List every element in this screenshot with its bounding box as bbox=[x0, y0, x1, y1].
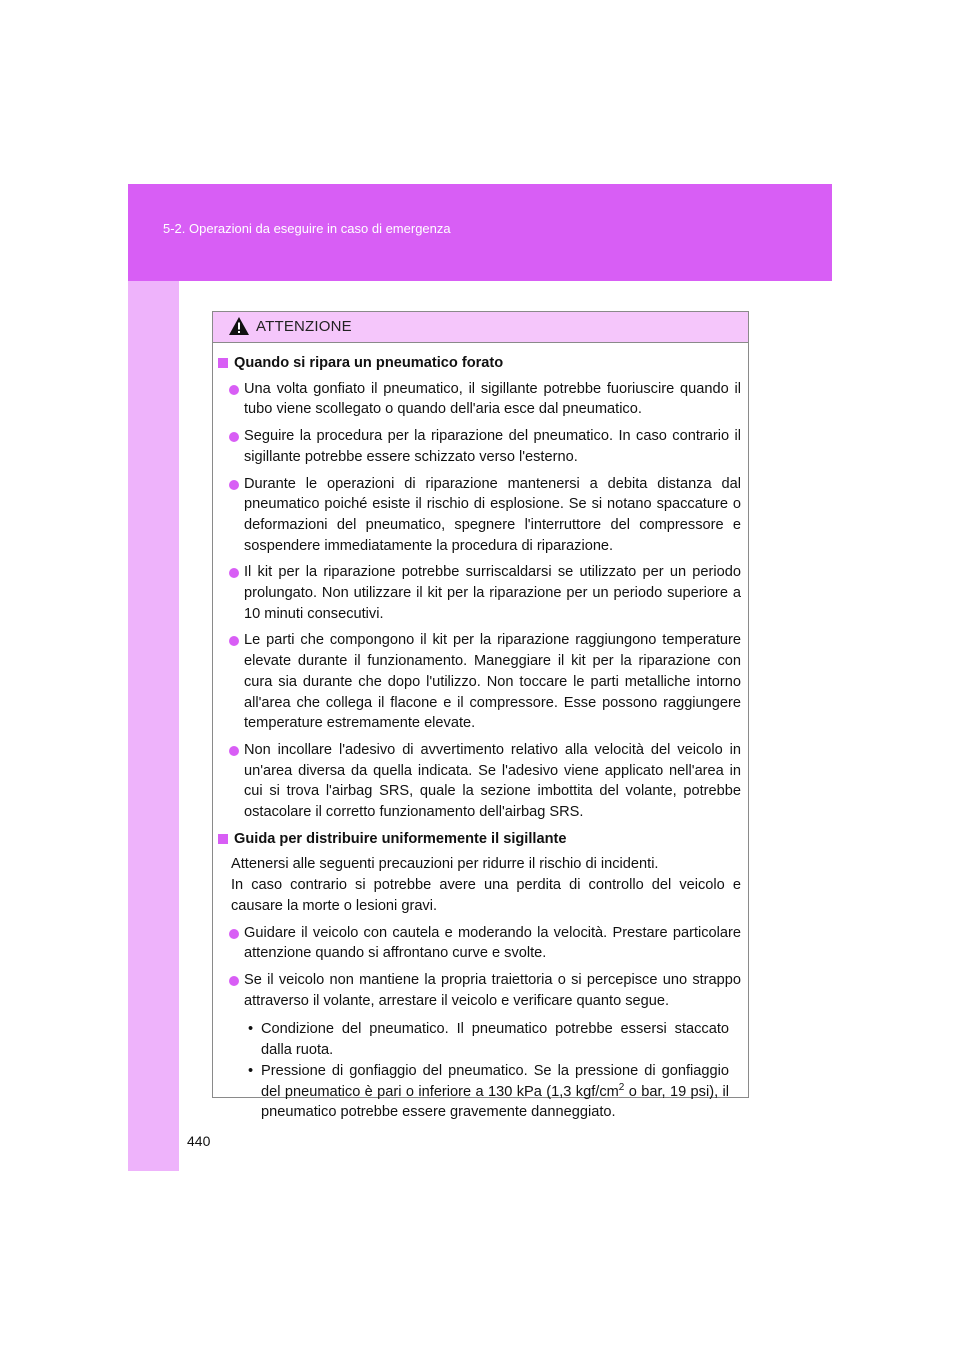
warning-box bbox=[212, 311, 749, 1121]
circle-bullet-icon bbox=[229, 929, 239, 939]
list-item: Durante le operazioni di riparazione mantenersi a debita distanza dal pneumatico poiché esiste il rischio di esplosione. Se si notano spaccature o deformazioni del pneumatico, spegnere l'interruttore del compressore e sospendere immediatamente la procedura di riparazione. bbox=[218, 474, 741, 557]
list-item: Se il veicolo non mantiene la propria traiettoria o si percepisce uno strappo attraverso il volante, arrestare il veicolo e verificare quanto segue. bbox=[218, 970, 741, 1011]
circle-bullet-icon bbox=[229, 385, 239, 395]
section-heading: Quando si ripara un pneumatico forato bbox=[218, 353, 741, 374]
section-heading: Guida per distribuire uniformemente il sigillante bbox=[218, 829, 741, 850]
intro-text: In caso contrario si potrebbe avere una perdita di controllo del veicolo e causare la morte o lesioni gravi. bbox=[231, 877, 741, 914]
sub-list-item: • Condizione del pneumatico. Il pneumatico potrebbe essersi staccato dalla ruota. bbox=[248, 1021, 729, 1059]
sub-bullet-mark: • bbox=[248, 1021, 254, 1038]
intro-text: Attenersi alle seguenti precauzioni per ridurre il rischio di incidenti. bbox=[231, 856, 659, 873]
warning-header bbox=[213, 312, 748, 343]
circle-bullet-icon bbox=[229, 432, 239, 442]
circle-bullet-icon bbox=[229, 976, 239, 986]
list-item: Seguire la procedura per la riparazione del pneumatico. In caso contrario il sigillante potrebbe essere schizzato verso l'esterno. bbox=[218, 426, 741, 467]
sub-list-item: • Pressione di gonfiaggio del pneumatico. Se la pressione di gonfiaggio del pneumatico è pari o inferiore a 130 kPa (1,3 kgf/$cm^2$ o bar, 19 psi), il pneumatico potrebbe essere gravemente danneggiato. bbox=[248, 1062, 729, 1121]
list-item: Guidare il veicolo con cautela e moderando la velocità. Prestare particolare attenzione quando si affrontano curve e svolte. bbox=[218, 923, 741, 964]
circle-bullet-icon bbox=[229, 746, 239, 756]
circle-bullet-icon bbox=[229, 568, 239, 578]
warning-triangle-icon bbox=[228, 316, 250, 341]
square-bullet-icon bbox=[218, 358, 228, 368]
side-strip bbox=[128, 281, 179, 1171]
warning-body bbox=[213, 343, 748, 1123]
sub-bullet-mark: • bbox=[248, 1062, 254, 1079]
list-item: Non incollare l'adesivo di avvertimento relativo alla velocità del veicolo in un'area diversa da quella indicata. Se l'adesivo viene applicato nell'area in cui si trova l'airbag SRS, quale la sezione imbottita del volante, potrebbe ostacolare il corretto funzionamento dell'airbag SRS. bbox=[218, 740, 741, 823]
circle-bullet-icon bbox=[229, 480, 239, 490]
section-title: 5-2. Operazioni da eseguire in caso di emergenza bbox=[163, 221, 451, 236]
square-bullet-icon bbox=[218, 834, 228, 844]
list-item: Le parti che compongono il kit per la riparazione raggiungono temperature elevate durante il funzionamento. Maneggiare il kit per la riparazione con cura sia durante che dopo l'utilizzo. Non toccare le parti metalliche intorno all'area che collega il flacone e il compressore. Esse possono raggiungere temperature estremamente elevate. bbox=[218, 630, 741, 734]
circle-bullet-icon bbox=[229, 636, 239, 646]
list-item: Una volta gonfiato il pneumatico, il sigillante potrebbe fuoriuscire quando il tubo viene scollegato o quando dell'aria esce dal pneumatico. bbox=[218, 379, 741, 420]
warning-title: ATTENZIONE bbox=[256, 318, 352, 335]
list-item: Il kit per la riparazione potrebbe surriscaldarsi se utilizzato per un periodo prolungato. Non utilizzare il kit per la riparazione per un periodo superiore a 10 minuti consecutivi. bbox=[218, 562, 741, 624]
page-number: 440 bbox=[187, 1133, 211, 1149]
